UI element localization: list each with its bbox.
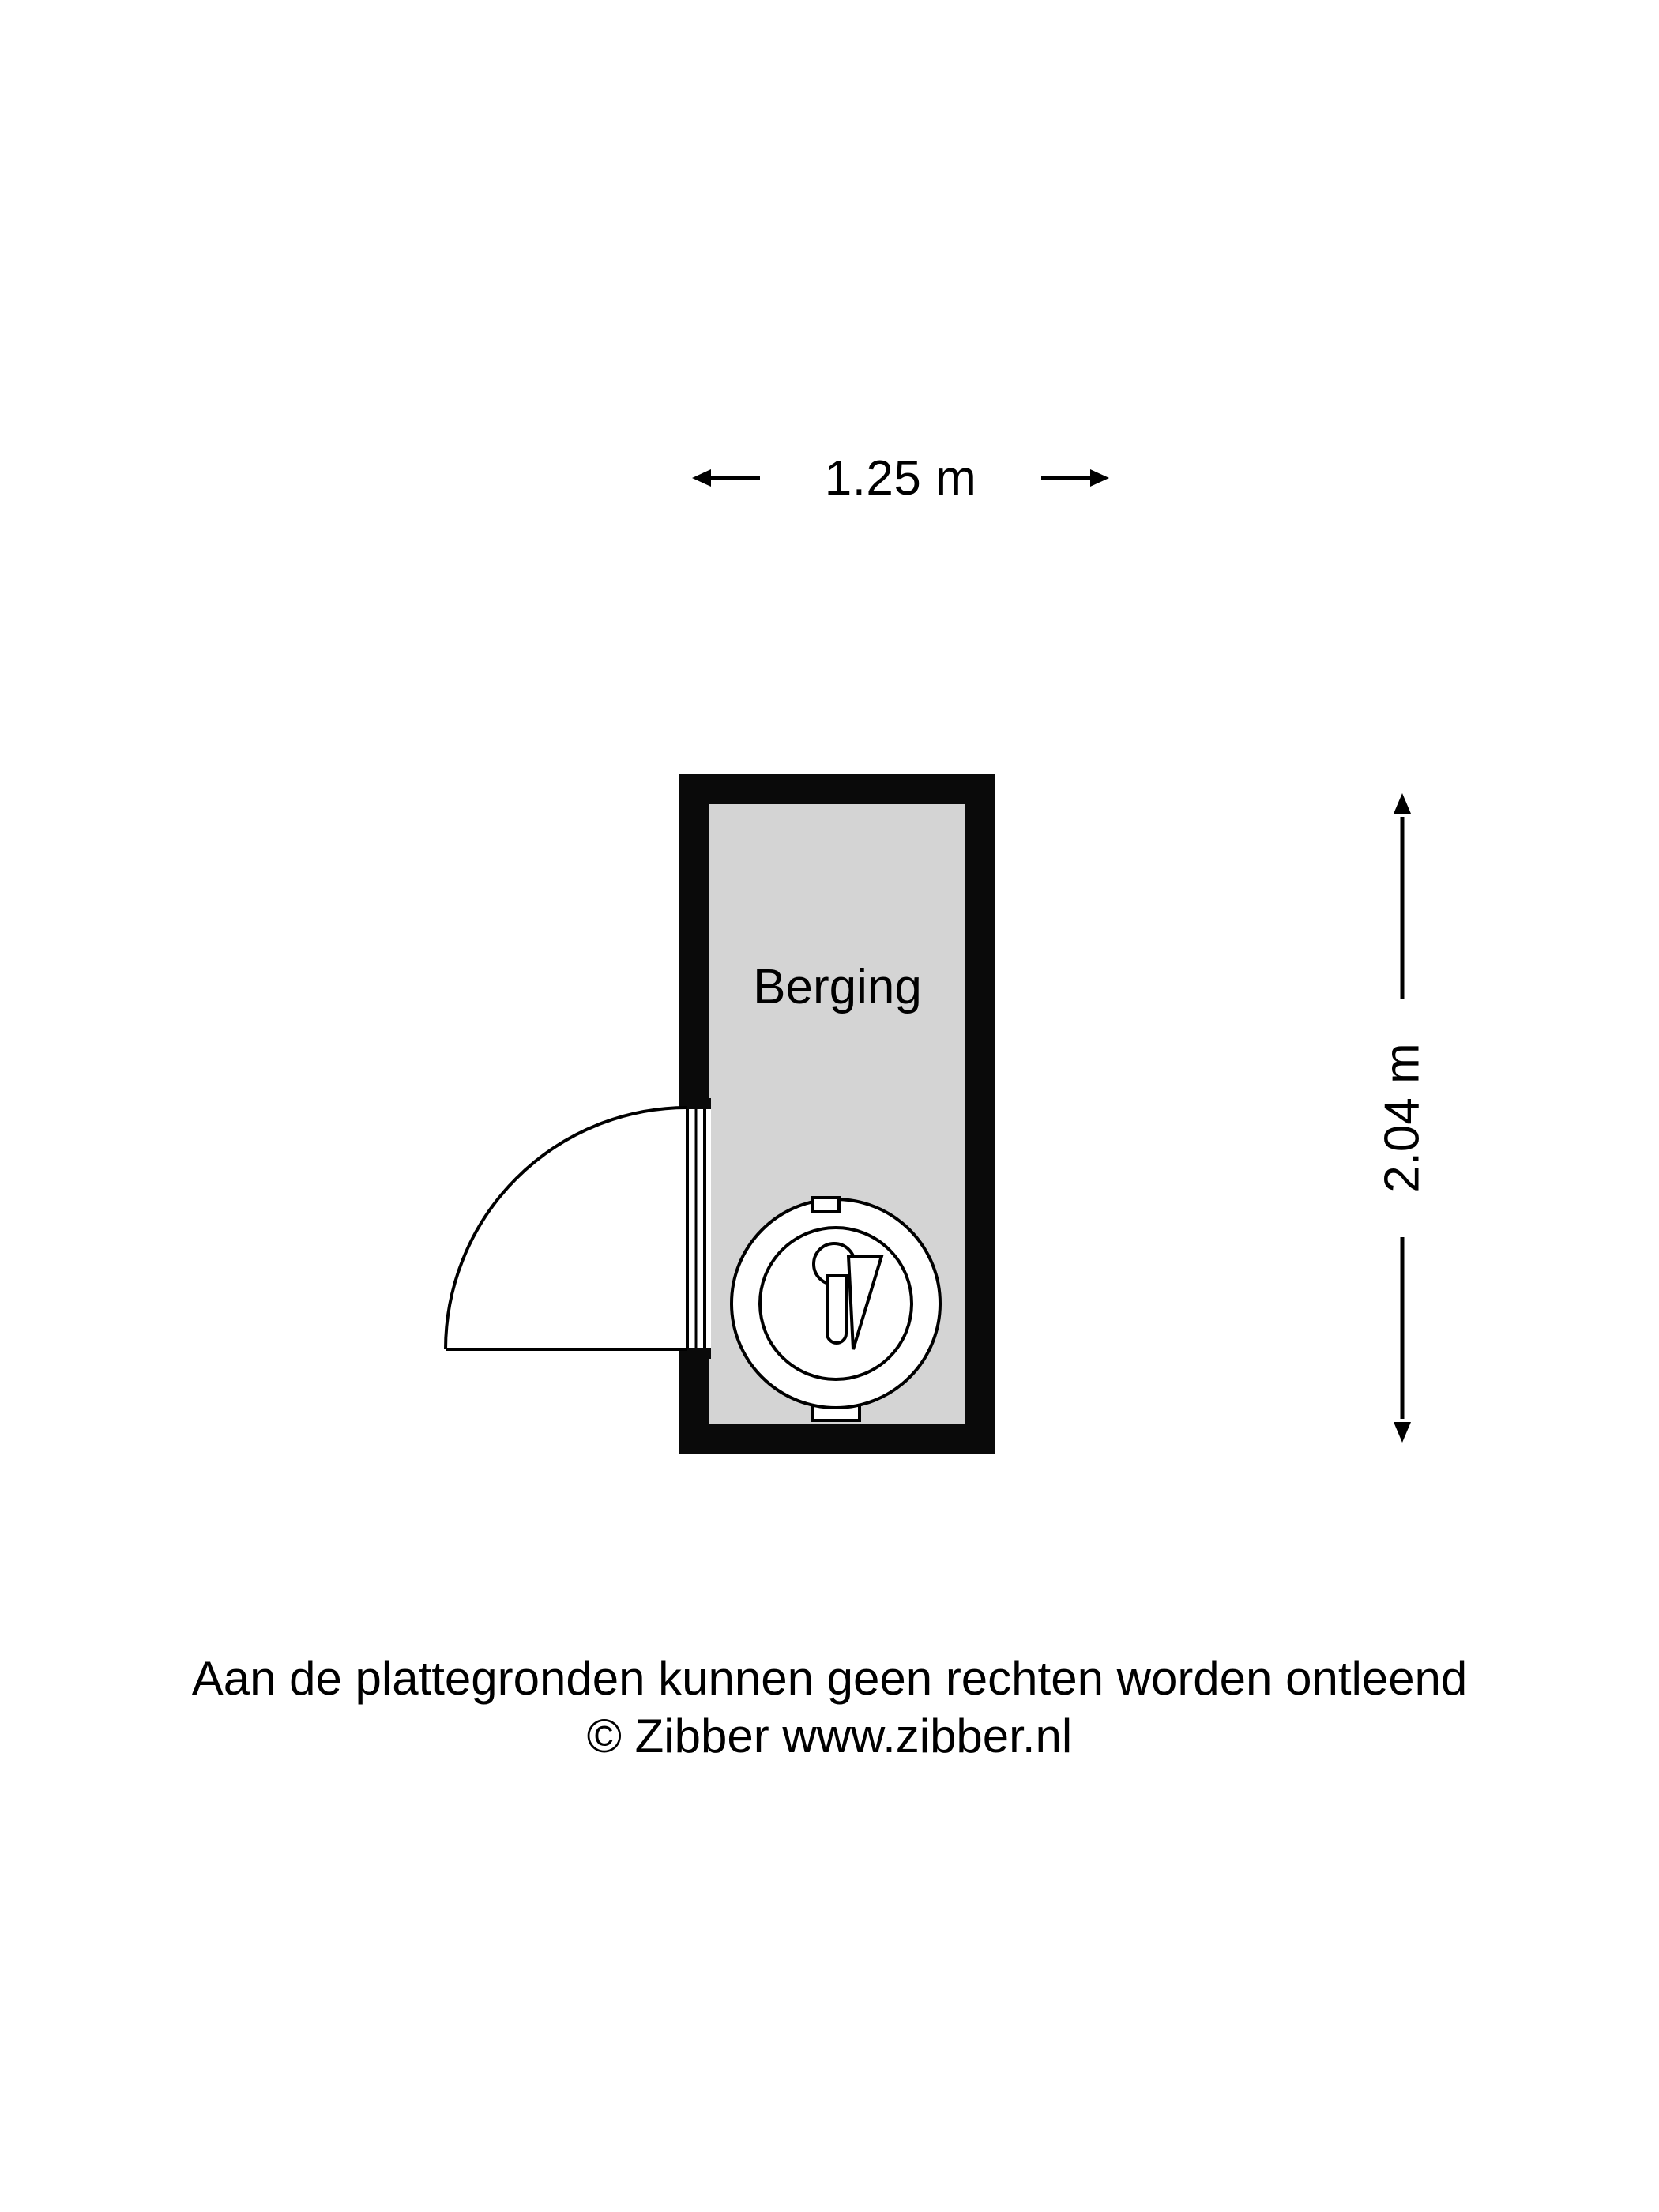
footer bbox=[0, 1651, 1659, 1767]
room-label: Berging bbox=[753, 960, 922, 1014]
width-dimension bbox=[695, 442, 1106, 514]
footer-disclaimer: Aan de plattegronden kunnen geen rechten worden ontleend bbox=[191, 1652, 1468, 1705]
floorplan-drawing bbox=[442, 758, 1232, 1469]
footer-credit: © Zibber www.zibber.nl bbox=[586, 1710, 1073, 1762]
arrow-down-icon bbox=[1390, 1375, 1414, 1443]
door-swing-arc bbox=[446, 1108, 687, 1349]
height-dimension-line-top bbox=[1401, 817, 1405, 999]
height-dimension bbox=[1359, 798, 1446, 1438]
width-dimension-label: 1.25 m bbox=[824, 450, 977, 506]
arrow-left-icon bbox=[692, 466, 760, 490]
arrow-right-icon bbox=[1041, 466, 1109, 490]
height-dimension-label: 2.04 m bbox=[1375, 1043, 1430, 1193]
